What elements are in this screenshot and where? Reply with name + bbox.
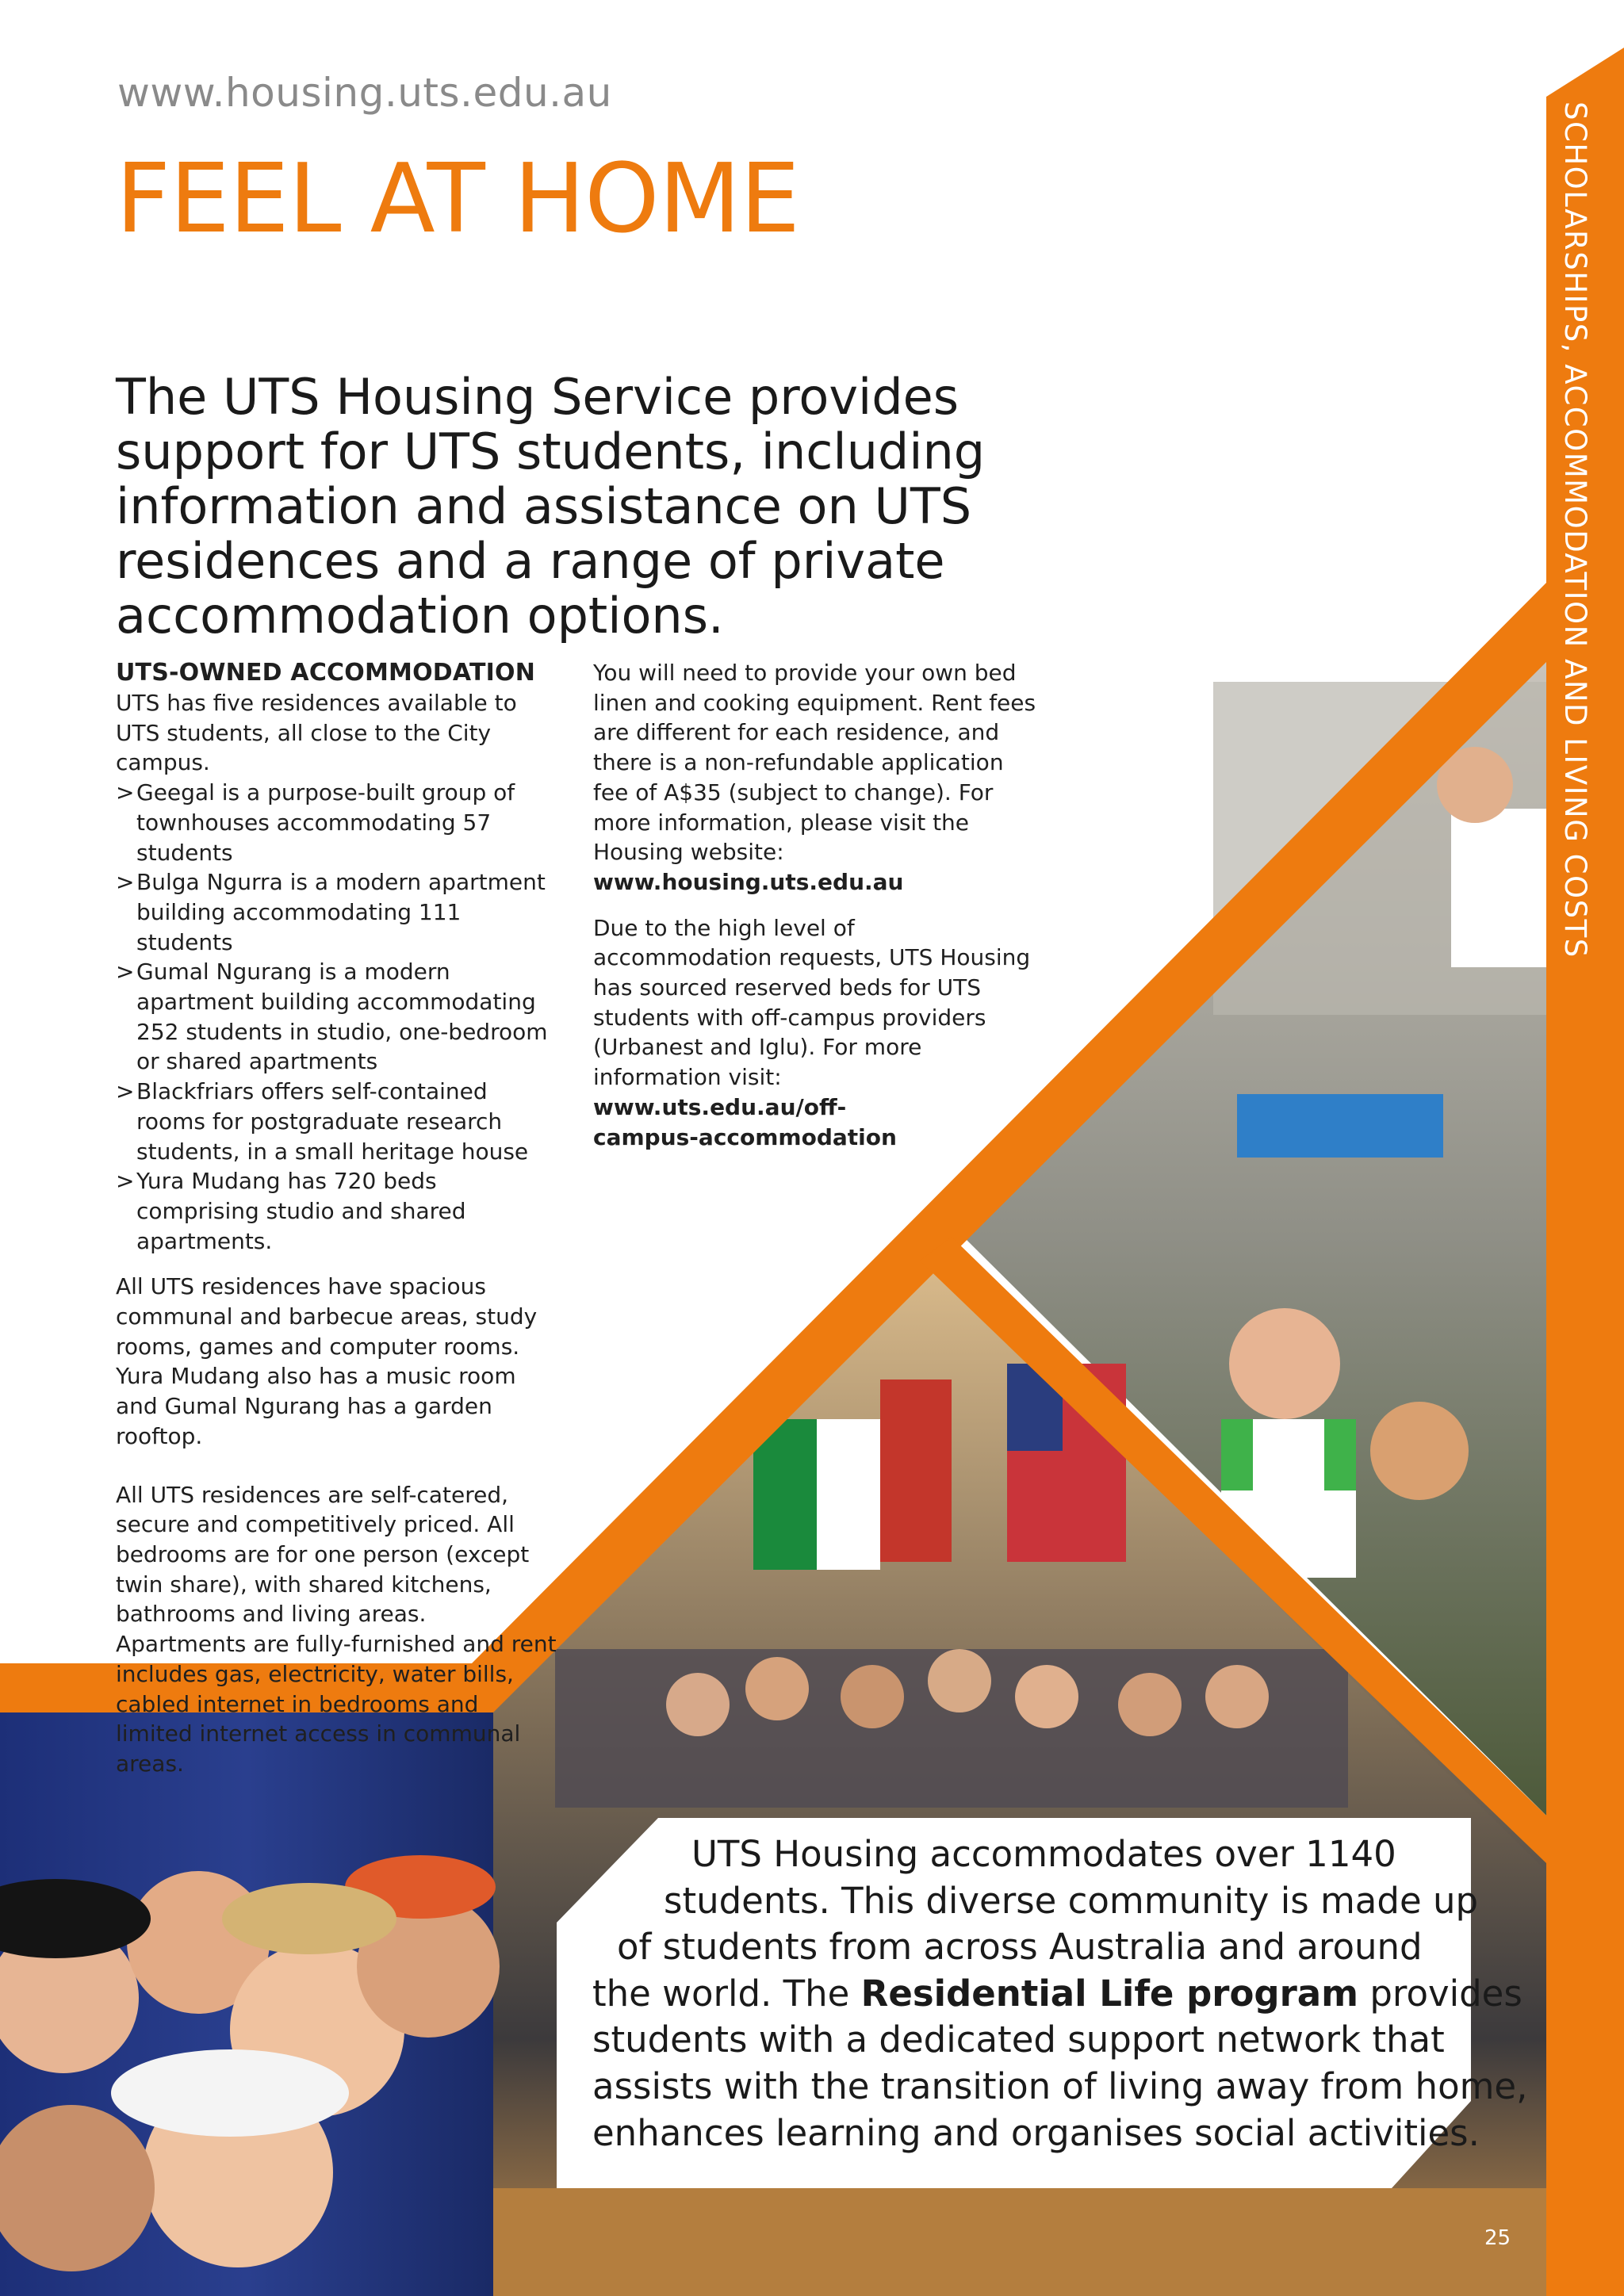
off-campus-link[interactable]: www.uts.edu.au/off-campus-accommodation bbox=[593, 1093, 897, 1150]
list-item bbox=[116, 867, 560, 957]
residential-life-program: Residential Life program bbox=[860, 1972, 1359, 2015]
side-tab-label: SCHOLARSHIPS, ACCOMMODATION AND LIVING COSTS bbox=[1558, 101, 1592, 959]
section-lead: UTS has five residences available to UTS students, all close to the City campus. bbox=[116, 690, 517, 776]
fees-paragraph: You will need to provide your own bed linen and cooking equipment. Rent fees are different for each residence, and there is a non-refundable application fee of A$35 (subject to change). For more information, please visit the Housing website: bbox=[593, 660, 1036, 866]
quote-line: enhances learning and organises social activities. bbox=[592, 2111, 1480, 2154]
page-number: 25 bbox=[1484, 2226, 1511, 2250]
list-item bbox=[116, 1077, 560, 1166]
quote-line: UTS Housing accommodates over 1140 bbox=[691, 1833, 1396, 1875]
bullet-marker: > bbox=[116, 869, 135, 896]
list-item-text: Gumal Ngurang is a modern apartment building accommodating 252 students in studio, one-bedroom or shared apartments bbox=[136, 959, 548, 1075]
quote-line: students with a dedicated support network that bbox=[592, 2019, 1445, 2061]
quote-line: of students from across Australia and around bbox=[617, 1926, 1423, 1969]
list-item-text: Blackfriars offers self-contained rooms for postgraduate research students, in a small heritage house bbox=[136, 1078, 529, 1165]
column-fees-info bbox=[593, 658, 1037, 1168]
bullet-marker: > bbox=[116, 1168, 135, 1195]
quote-text: provides bbox=[1358, 1972, 1522, 2015]
housing-website-link[interactable]: www.housing.uts.edu.au bbox=[593, 868, 904, 895]
list-item bbox=[116, 778, 560, 867]
quote-text: the world. The bbox=[592, 1972, 861, 2015]
bullet-marker: > bbox=[116, 959, 135, 985]
photo-costume-party bbox=[0, 1712, 500, 2296]
amenities-paragraph: All UTS residences have spacious communal and barbecue areas, study rooms, games and computer rooms. Yura Mudang also has a music room and Gumal Ngurang has a garden rooftop. bbox=[116, 1273, 538, 1449]
bullet-marker: > bbox=[116, 779, 135, 806]
quote-line: students. This diverse community is made up bbox=[664, 1879, 1479, 1922]
list-item-text: Bulga Ngurra is a modern apartment building accommodating 111 students bbox=[136, 869, 546, 955]
housing-url[interactable]: www.housing.uts.edu.au bbox=[117, 70, 612, 116]
residence-list bbox=[116, 778, 560, 1256]
bullet-marker: > bbox=[116, 1078, 135, 1105]
column-uts-owned-accommodation bbox=[116, 658, 560, 1795]
section-heading: UTS-OWNED ACCOMMODATION bbox=[116, 659, 536, 687]
off-campus-paragraph: Due to the high level of accommodation requests, UTS Housing has sourced reserved beds for UTS students with off-campus providers (Urbanest and Iglu). For more information visit: bbox=[593, 914, 1031, 1091]
list-item-text: Geegal is a purpose-built group of townhouses accommodating 57 students bbox=[136, 779, 515, 866]
quote-line: assists with the transition of living away from home, bbox=[592, 2064, 1528, 2107]
list-item bbox=[116, 957, 560, 1077]
list-item bbox=[116, 1166, 560, 1256]
intro-paragraph: The UTS Housing Service provides support for UTS students, including information and assistance on UTS residences and a range of private accommodation options. bbox=[116, 368, 986, 645]
list-item-text: Yura Mudang has 720 beds comprising studio and shared apartments. bbox=[136, 1168, 466, 1254]
self-catered-paragraph: All UTS residences are self-catered, secure and competitively priced. All bedrooms are for one person (except twin share), with shared kitchens, bathrooms and living areas. Apartments are fully-furnished and rent includes gas, electricity, water bills, cabled internet in bedrooms and limited internet access in communal areas. bbox=[116, 1481, 557, 1777]
page-title: FEEL AT HOME bbox=[116, 144, 799, 254]
quote-line bbox=[588, 1971, 1522, 2018]
residential-life-quote bbox=[588, 1831, 1528, 2156]
